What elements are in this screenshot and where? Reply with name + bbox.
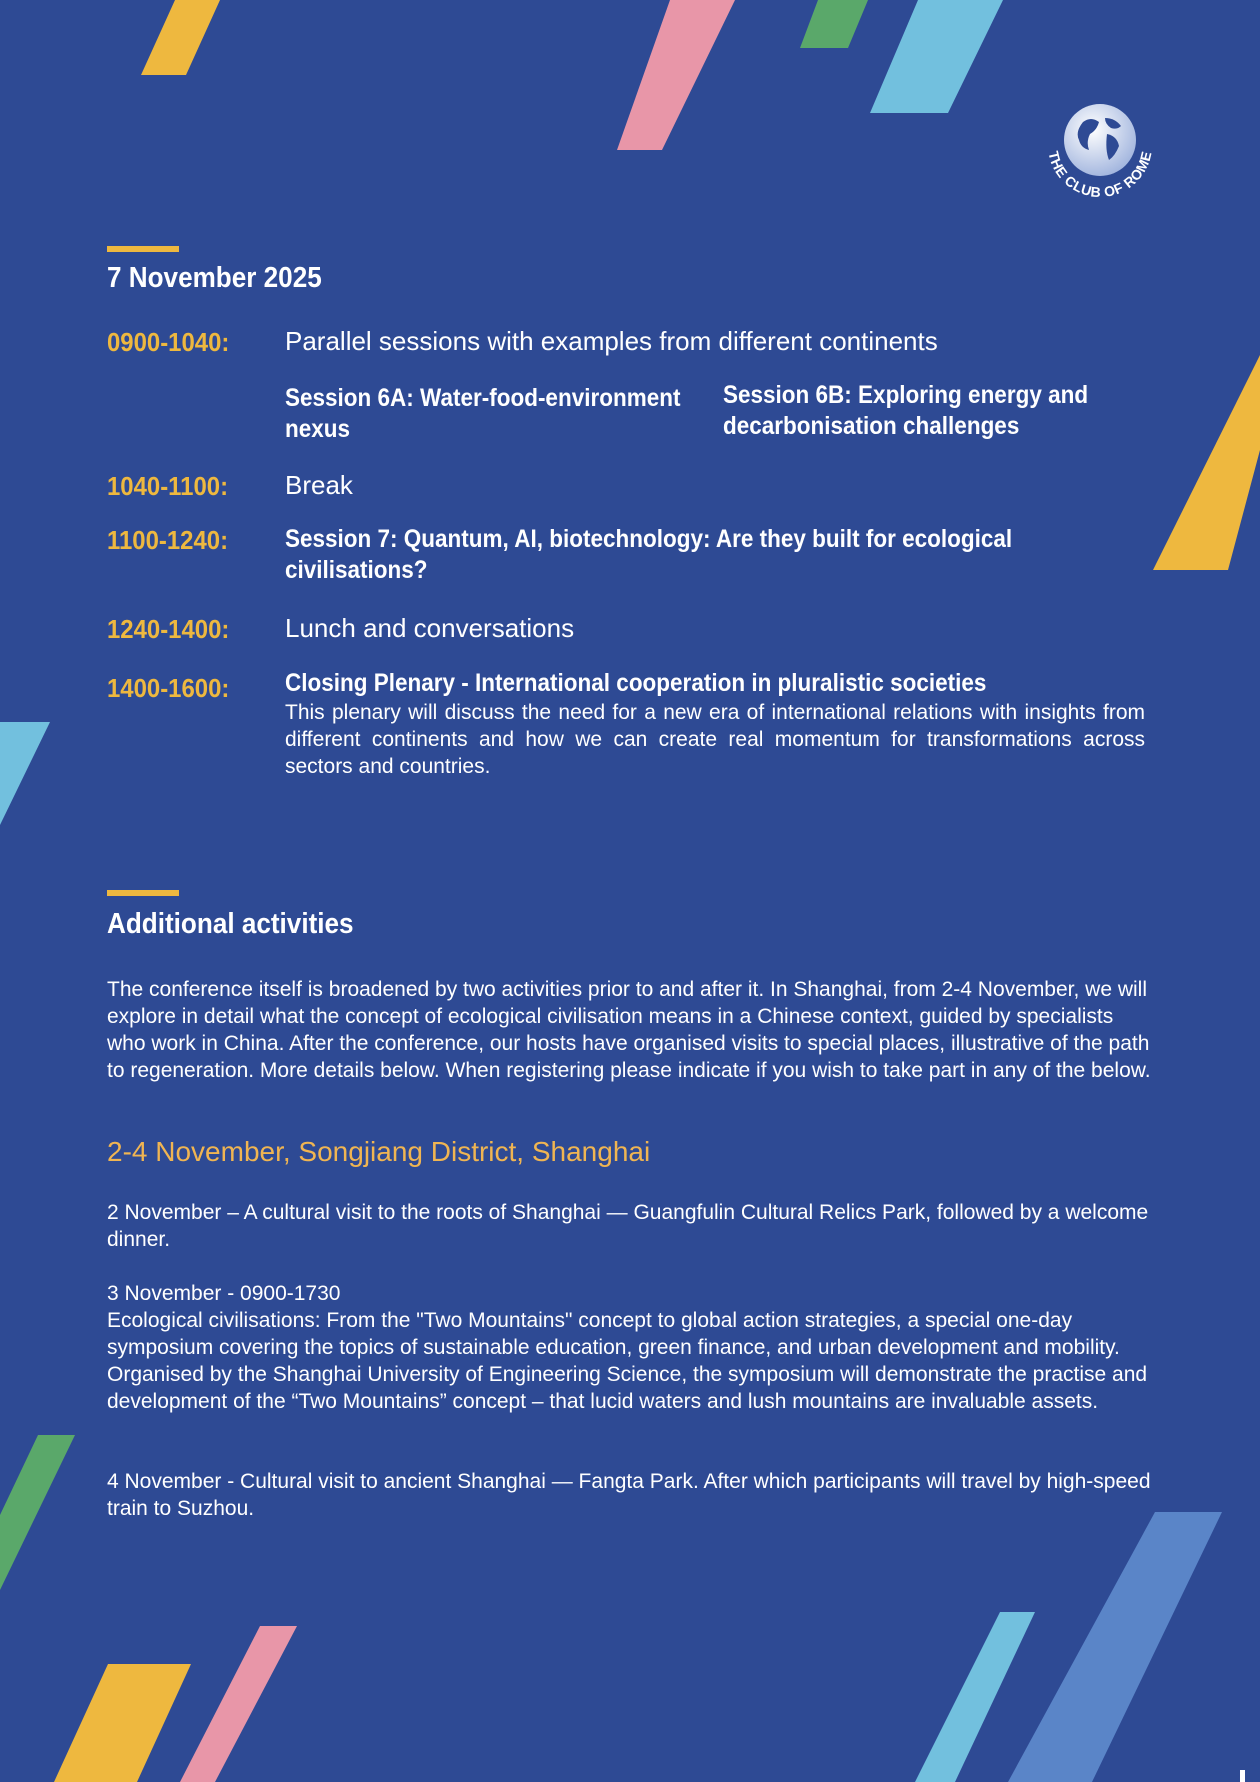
stripe-green-left	[0, 1435, 75, 1590]
section-rule-additional	[107, 890, 179, 896]
stripe-light-blue-left	[0, 722, 50, 825]
time-slot-0900: 0900-1040:	[107, 327, 230, 357]
event-4-november: 4 November - Cultural visit to ancient Shanghai — Fangta Park. After which participants will travel by high-speed train to Suzhou.	[107, 1470, 1151, 1520]
section-rule-day	[107, 246, 179, 252]
stripe-light-blue-top	[870, 0, 1003, 113]
time-slot-1100: 1100-1240:	[107, 525, 229, 555]
stripe-yellow-right	[1153, 355, 1260, 570]
slot-title-parallel: Parallel sessions with examples from different continents	[285, 326, 938, 356]
stripe-green-top	[800, 0, 868, 48]
stripe-yellow-bottom	[54, 1664, 191, 1782]
stripe-yellow-top	[141, 0, 220, 75]
logo-text: THE CLUB OF ROME	[1045, 149, 1155, 201]
club-of-rome-logo	[1035, 100, 1165, 210]
slot-title-closing-plenary: Closing Plenary - International cooperation in pluralistic societies	[285, 669, 987, 697]
additional-intro: The conference itself is broadened by two activities prior to and after it. In Shanghai, from 2-4 November, we will explore in detail what the concept of ecological civilisation means in a Chinese context, guided by specialists who work in China. After the conference, our hosts have organised visits to special places, illustrative of the path to regeneration. More details below. When registering please indicate if you wish to take part in any of the below.	[107, 978, 1151, 1082]
slot-title-session-7: Session 7: Quantum, AI, biotechnology: Are they built for ecological civilisations?	[285, 525, 1013, 584]
globe-icon	[1064, 104, 1136, 176]
event-3-november-date: 3 November - 0900-1730	[107, 1282, 341, 1305]
time-slot-1400: 1400-1600:	[107, 673, 230, 703]
stripe-pink-top	[617, 0, 735, 150]
event-2-november: 2 November – A cultural visit to the roots of Shanghai — Guangfulin Cultural Relics Park, followed by a welcome dinner.	[107, 1201, 1149, 1251]
slot-title-lunch: Lunch and conversations	[285, 613, 575, 643]
time-slot-1240: 1240-1400:	[107, 614, 230, 644]
session-6a: Session 6A: Water-food-environment nexus	[285, 384, 681, 443]
session-6b: Session 6B: Exploring energy and decarbonisation challenges	[723, 381, 1089, 440]
closing-plenary-description: This plenary will discuss the need for a new era of international relations with insights from different continents and how we can create real momentum for transformations across sectors and countries.	[285, 701, 1145, 778]
additional-activities-heading: Additional activities	[107, 908, 354, 940]
shanghai-subheading: 2-4 November, Songjiang District, Shanghai	[107, 1136, 651, 1167]
slot-title-break: Break	[285, 470, 353, 500]
stripe-light-blue-bottom	[915, 1612, 1035, 1782]
stripe-pink-bottom	[180, 1626, 297, 1782]
time-slot-1040: 1040-1100:	[107, 471, 229, 501]
page-edge-mark	[1240, 1770, 1245, 1782]
stripe-mid-blue-bottom	[1008, 1512, 1222, 1782]
event-3-november: Ecological civilisations: From the "Two Mountains" concept to global action strategies, a special one-day symposium covering the topics of sustainable education, green finance, and urban development and mobility. Organised by the Shanghai University of Engineering Science, the symposium will demonstrate the practise and development of the “Two Mountains” concept – that lucid waters and lush mountains are invaluable assets.	[107, 1309, 1148, 1413]
schedule-date: 7 November 2025	[107, 262, 322, 294]
